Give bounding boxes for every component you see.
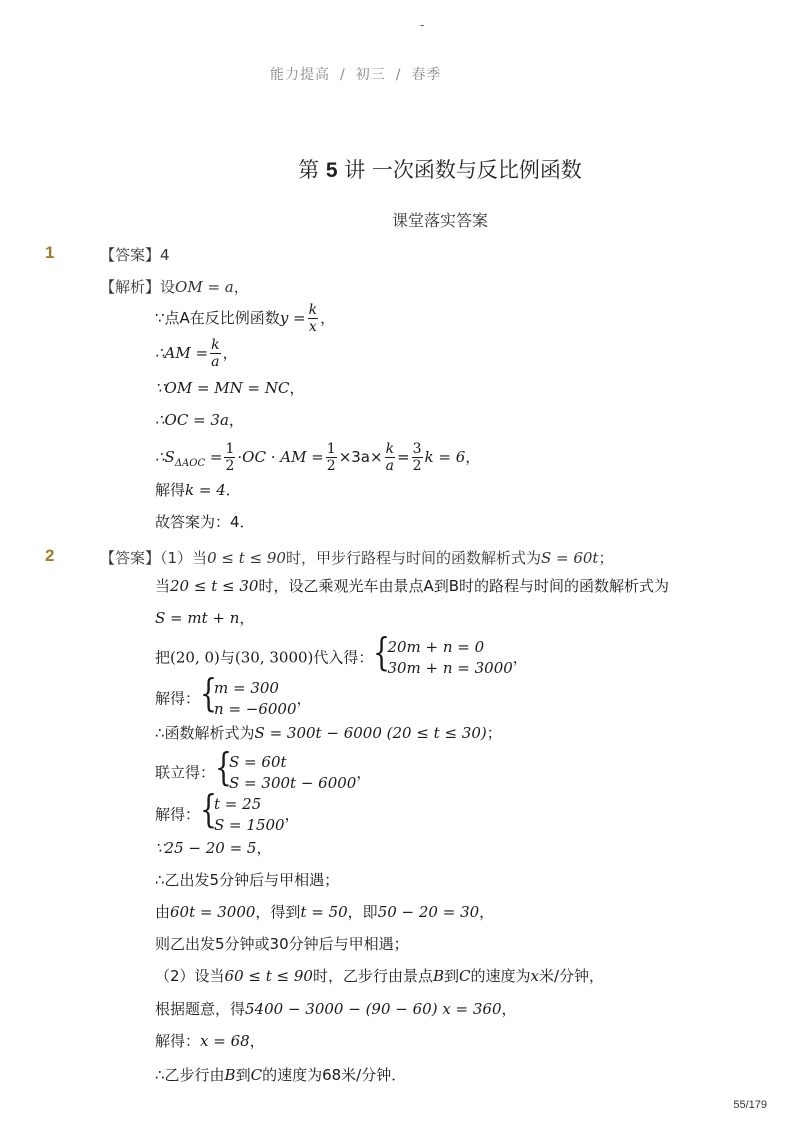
q2-line-5 xyxy=(155,671,312,720)
top-mark: - xyxy=(420,18,425,32)
header-level: 能力提高 xyxy=(270,67,330,83)
numerator: 1 xyxy=(225,441,235,457)
title-number: 5 xyxy=(325,159,338,182)
equation-row: n = −6000 xyxy=(214,700,297,718)
q1-line-2 xyxy=(155,302,335,335)
equation-system xyxy=(215,745,357,794)
math-part: 50 − 20 = 30 xyxy=(377,903,480,921)
q1-line-4-math: ∵OM = MN = NC xyxy=(155,379,290,397)
text-part: 联立得： xyxy=(155,763,216,782)
q1-line-1-math: OM = a xyxy=(175,278,234,296)
subscript: ΔAOC xyxy=(174,458,206,470)
denominator: a xyxy=(385,458,394,475)
math-part: 0 ≤ t ≤ 90 xyxy=(207,549,286,567)
text-part: 时，乙步行由景点 xyxy=(312,967,433,985)
q2-line-11 xyxy=(155,905,494,920)
text-part: ， xyxy=(249,1032,265,1050)
brace-icon: { xyxy=(373,630,391,674)
equation-system xyxy=(373,630,513,679)
equation-row: m = 300 xyxy=(214,679,279,697)
denominator: 2 xyxy=(326,458,336,475)
denominator: x xyxy=(308,319,317,336)
math-part: C xyxy=(459,967,471,985)
q2-line-8 xyxy=(155,787,300,836)
text-part: 当 xyxy=(155,577,171,595)
text-part: ， xyxy=(239,609,255,627)
q1-line-7-end: ． xyxy=(225,481,241,499)
q1-line-3-end: ， xyxy=(222,344,238,363)
text-part: ； xyxy=(598,549,614,567)
math-part: S = 300t − 6000 (20 ≤ t ≤ 30) xyxy=(254,724,487,742)
text-part: 米/分钟， xyxy=(539,967,605,985)
equation-row: 30m + n = 3000 xyxy=(387,659,513,677)
math-part: = xyxy=(397,448,410,467)
math-part: ×3a× xyxy=(338,448,383,467)
text-part: ∴乙步行由 xyxy=(155,1066,225,1084)
fraction xyxy=(210,337,220,370)
brace-icon: { xyxy=(200,671,217,715)
fraction xyxy=(224,441,235,474)
text-part: ，得到 xyxy=(255,903,301,921)
numerator: k xyxy=(385,441,395,457)
math-part: (30, 3000) xyxy=(234,648,314,667)
text-part: （2）设当 xyxy=(155,967,225,985)
math-part: ∴S xyxy=(155,448,175,467)
fraction xyxy=(308,302,318,335)
text-part: ， xyxy=(296,689,312,708)
q1-line-7-text: 解得 xyxy=(155,481,186,499)
math-part: x xyxy=(530,967,539,985)
equation-row: S = 1500 xyxy=(214,816,285,834)
text-part: 解得： xyxy=(155,689,201,708)
q1-line-5-math: ∴OC = 3a xyxy=(155,411,229,429)
equation-system xyxy=(200,787,285,836)
denominator: 2 xyxy=(225,458,235,475)
numerator: 1 xyxy=(326,441,336,457)
text-part: ， xyxy=(479,903,495,921)
answer-label: 【答案】 xyxy=(100,246,161,264)
q1-line-6 xyxy=(155,441,480,474)
q2-line-3 xyxy=(155,611,254,626)
fraction xyxy=(326,441,337,474)
q1-line-5-end: ， xyxy=(228,411,244,429)
q1-answer xyxy=(100,244,170,265)
equation-row: S = 300t − 6000 xyxy=(229,774,357,792)
q1-line-1-text: 设 xyxy=(160,278,176,296)
page-header xyxy=(270,64,441,84)
text-part: ， xyxy=(284,805,300,824)
analysis-label: 【解析】 xyxy=(100,278,161,296)
q2-line-10: ∴乙出发5分钟后与甲相遇； xyxy=(155,871,340,889)
math-part: B xyxy=(224,1066,236,1084)
math-part: S = 60t xyxy=(540,549,599,567)
line-end: ， xyxy=(465,448,481,467)
math-part: x = 68 xyxy=(200,1032,250,1050)
text-part: 解得： xyxy=(155,805,201,824)
text-part: ， xyxy=(256,839,272,857)
answer-label: 【答案】 xyxy=(100,549,161,567)
text-part: 的速度为 xyxy=(470,967,531,985)
text-part: 与 xyxy=(219,648,235,667)
fraction xyxy=(385,441,395,474)
math-part: k = 6 xyxy=(424,448,466,467)
header-separator: / xyxy=(395,67,402,83)
question-1-number: 1 xyxy=(45,243,55,262)
text-part: 根据题意，得 xyxy=(155,1000,246,1018)
q1-line-5 xyxy=(155,413,244,428)
q1-line-8: 故答案为：4． xyxy=(155,513,255,531)
text-part: 由 xyxy=(155,903,171,921)
math-part: ·OC · AM = xyxy=(237,448,324,467)
denominator: a xyxy=(211,354,220,371)
title-prefix: 第 xyxy=(298,158,320,182)
brace-icon: { xyxy=(200,787,217,831)
q1-line-2-text: ∵点A在反比例函数 xyxy=(155,309,280,328)
q1-line-1-end: ， xyxy=(233,278,249,296)
math-part: 60t = 3000 xyxy=(170,903,256,921)
q1-line-4-end: ， xyxy=(289,379,305,397)
q2-line-13 xyxy=(155,969,604,984)
text-part: ， xyxy=(356,763,372,782)
q2-line-6 xyxy=(155,726,502,741)
q1-analysis-label xyxy=(100,276,249,297)
math-part: B xyxy=(432,967,445,985)
q2-line-2 xyxy=(155,579,669,594)
q2-line-9 xyxy=(155,841,272,856)
page-number: 55/179 xyxy=(733,1099,767,1111)
q1-line-7 xyxy=(155,483,241,498)
question-2-number: 2 xyxy=(45,546,55,565)
q2-line-14 xyxy=(155,1002,517,1017)
q1-line-7-math: k = 4 xyxy=(185,481,226,499)
q2-answer-line-1 xyxy=(100,547,613,568)
text-part: ； xyxy=(486,724,502,742)
q1-line-2-end: ， xyxy=(320,309,336,328)
header-separator: / xyxy=(340,67,346,83)
denominator: 2 xyxy=(412,458,422,475)
math-part: t = 50 xyxy=(300,903,348,921)
q2-line-7 xyxy=(155,745,372,794)
numerator: 3 xyxy=(412,441,422,457)
section-subtitle: 课堂落实答案 xyxy=(391,211,488,230)
text-part: 到 xyxy=(235,1066,251,1084)
text-part: ，即 xyxy=(347,903,378,921)
fraction xyxy=(412,441,423,474)
q1-line-3-math: ∴AM = xyxy=(155,344,209,363)
math-part: = xyxy=(205,448,223,467)
equation-system xyxy=(200,671,297,720)
text-part: 时，甲步行路程与时间的函数解析式为 xyxy=(285,549,541,567)
q2-line-15 xyxy=(155,1034,265,1049)
text-part: 把 xyxy=(155,648,171,667)
q2-line-16 xyxy=(155,1068,406,1083)
q1-line-2-math: y = xyxy=(279,309,306,328)
numerator: k xyxy=(211,337,220,353)
answer-value: 4 xyxy=(160,246,170,264)
text-part: 代入得： xyxy=(313,648,374,667)
text-part: 解得： xyxy=(155,1032,201,1050)
math-part: ∵25 − 20 = 5 xyxy=(155,839,257,857)
text-part: ∴函数解析式为 xyxy=(155,724,255,742)
text-part: ， xyxy=(501,1000,517,1018)
math-part: S = mt + n xyxy=(155,609,240,627)
brace-icon: { xyxy=(215,745,232,789)
text-part: ， xyxy=(512,648,528,667)
q1-line-4 xyxy=(155,381,305,396)
equation-row: S = 60t xyxy=(229,753,287,771)
title-suffix: 讲 一次函数与反比例函数 xyxy=(344,158,582,182)
text-part: 到 xyxy=(444,967,460,985)
math-part: (20, 0) xyxy=(170,648,220,667)
text-part: 的速度为68米/分钟． xyxy=(262,1066,407,1084)
text-part: （1）当 xyxy=(160,549,208,567)
header-term: 春季 xyxy=(411,67,442,83)
numerator: k xyxy=(308,302,318,318)
q1-line-3 xyxy=(155,337,238,370)
equation-row: 20m + n = 0 xyxy=(387,638,485,656)
math-part: C xyxy=(250,1066,263,1084)
page-title xyxy=(0,154,800,184)
math-part: 60 ≤ t ≤ 90 xyxy=(224,967,313,985)
q2-line-12: 则乙出发5分钟或30分钟后与甲相遇； xyxy=(155,935,409,953)
math-part: 20 ≤ t ≤ 30 xyxy=(170,577,259,595)
header-grade: 初三 xyxy=(355,67,386,83)
equation-row: t = 25 xyxy=(214,795,262,813)
math-part: 5400 − 3000 − (90 − 60) x = 360 xyxy=(245,1000,502,1018)
text-part: 时，设乙乘观光车由景点A到B时的路程与时间的函数解析式为 xyxy=(258,577,669,595)
